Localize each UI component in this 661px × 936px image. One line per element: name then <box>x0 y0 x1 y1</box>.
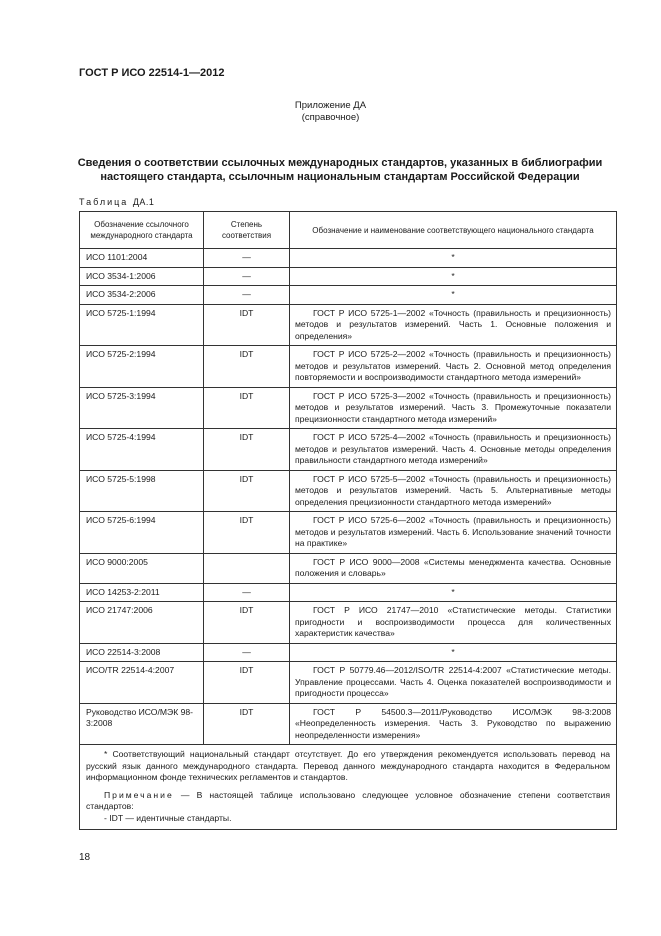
appendix-title: Приложение ДА <box>294 100 367 111</box>
international-standard-cell: ИСО 5725-2:1994 <box>80 346 204 388</box>
national-standard-cell: * <box>290 643 617 662</box>
table-row <box>80 346 617 388</box>
degree-cell: IDT <box>204 429 290 471</box>
national-standard-text: ГОСТ Р ИСО 21747—2010 «Статистические методы. Статистики пригодности и воспроизводимости процесса для количественных характеристик качества» <box>295 605 611 638</box>
national-standard-text: ГОСТ Р ИСО 5725-3—2002 «Точность (правильность и прецизионность) методов и результатов измерений. Часть 3. Промежуточные показатели прецизионности стандартного метода измерений» <box>295 390 611 424</box>
header-international-standard: Обозначение ссылочного международного стандарта <box>80 212 204 249</box>
international-standard-cell: ИСО 21747:2006 <box>80 602 204 644</box>
international-standard-cell: ИСО 1101:2004 <box>80 249 204 268</box>
header-degree: Степень соответствия <box>204 212 290 249</box>
note-item: - IDT — идентичные стандарты. <box>104 812 232 823</box>
international-standard-cell: ИСО 3534-2:2006 <box>80 286 204 305</box>
degree-cell: — <box>204 583 290 602</box>
international-standard-cell: ИСО 5725-1:1994 <box>80 304 204 346</box>
table-label-number: ДА.1 <box>132 197 155 207</box>
international-standard-cell: ИСО 5725-5:1998 <box>80 470 204 512</box>
national-standard-cell <box>290 470 617 512</box>
note-heading: Примечание <box>104 789 174 800</box>
degree-cell: IDT <box>204 703 290 745</box>
national-standard-text: ГОСТ Р 50779.46—2012/ISO/TR 22514-4:2007 «Статистические методы. Управление процессами. Часть 4. Оценка показателей воспроизводимости и пригодности процесса» <box>295 665 611 698</box>
document-header: ГОСТ Р ИСО 22514-1—2012 <box>79 67 225 79</box>
national-standard-cell <box>290 304 617 346</box>
national-standard-text: ГОСТ Р ИСО 5725-1—2002 «Точность (правильность и прецизионность) методов и результатов измерений. Часть 1. Основные положения и определения» <box>295 307 611 341</box>
international-standard-cell: ИСО 5725-6:1994 <box>80 512 204 554</box>
international-standard-cell: ИСО/TR 22514-4:2007 <box>80 662 204 704</box>
table-row <box>80 429 617 471</box>
table-label <box>79 197 154 207</box>
degree-cell: — <box>204 286 290 305</box>
table-footnote <box>80 745 617 830</box>
table-row <box>80 470 617 512</box>
national-standard-text: ГОСТ Р ИСО 5725-6—2002 «Точность (правильность и прецизионность) методов и результатов измерений. Часть 6. Использование значений точности на практике» <box>295 515 611 548</box>
national-standard-cell <box>290 703 617 745</box>
table-row <box>80 286 617 305</box>
note-text: — В настоящей таблице использовано следующее условное обозначение степени соответствия стандартов: <box>86 789 611 811</box>
table-row <box>80 703 617 745</box>
appendix-subtitle: (справочное) <box>301 112 360 123</box>
table-footnote-row <box>80 745 617 830</box>
table-label-word: Таблица <box>79 197 129 207</box>
degree-cell: IDT <box>204 470 290 512</box>
table-row <box>80 267 617 286</box>
table-header-row <box>80 212 617 249</box>
national-standard-cell: * <box>290 583 617 602</box>
national-standard-cell <box>290 387 617 429</box>
national-standard-cell: * <box>290 249 617 268</box>
international-standard-cell: Руководство ИСО/МЭК 98-3:2008 <box>80 703 204 745</box>
table-row <box>80 387 617 429</box>
international-standard-cell: ИСО 5725-3:1994 <box>80 387 204 429</box>
national-standard-cell <box>290 512 617 554</box>
table-row <box>80 304 617 346</box>
degree-cell: IDT <box>204 304 290 346</box>
table-row <box>80 662 617 704</box>
national-standard-text: ГОСТ Р ИСО 5725-5—2002 «Точность (правильность и прецизионность) методов и результатов измерений. Часть 5. Альтернативные методы определения прецизионности стандартного метода измерений» <box>295 473 611 507</box>
header-national-standard: Обозначение и наименование соответствующего национального стандарта <box>290 212 617 249</box>
table-row <box>80 249 617 268</box>
national-standard-cell: * <box>290 267 617 286</box>
international-standard-cell: ИСО 5725-4:1994 <box>80 429 204 471</box>
degree-cell: IDT <box>204 662 290 704</box>
degree-cell: — <box>204 643 290 662</box>
appendix-heading <box>0 100 661 124</box>
national-standard-cell <box>290 429 617 471</box>
degree-cell <box>204 553 290 583</box>
national-standard-cell <box>290 346 617 388</box>
international-standard-cell: ИСО 9000:2005 <box>80 553 204 583</box>
section-title: Сведения о соответствии ссылочных международных стандартов, указанных в библиографии настоящего стандарта, ссылочным национальным стандартам Российской Федерации <box>77 157 603 183</box>
national-standard-text: ГОСТ Р ИСО 9000—2008 «Системы менеджмента качества. Основные положения и словарь» <box>295 556 611 578</box>
national-standard-cell: * <box>290 286 617 305</box>
national-standard-cell <box>290 553 617 583</box>
table-row <box>80 583 617 602</box>
degree-cell: IDT <box>204 387 290 429</box>
national-standard-cell <box>290 602 617 644</box>
degree-cell: IDT <box>204 602 290 644</box>
page-number: 18 <box>79 852 91 863</box>
degree-cell: — <box>204 249 290 268</box>
table-row <box>80 512 617 554</box>
international-standard-cell: ИСО 14253-2:2011 <box>80 583 204 602</box>
degree-cell: IDT <box>204 346 290 388</box>
degree-cell: IDT <box>204 512 290 554</box>
correspondence-table <box>79 211 617 830</box>
asterisk-footnote: * Соответствующий национальный стандарт отсутствует. До его утверждения рекомендуется использовать перевод на русский язык данного международного стандарта. Перевод данного международного стандарта находится в Федеральном информационном фонде технических регламентов и стандартов. <box>86 749 610 782</box>
degree-cell: — <box>204 267 290 286</box>
national-standard-cell <box>290 662 617 704</box>
national-standard-text: ГОСТ Р 54500.3—2011/Руководство ИСО/МЭК 98-3:2008 «Неопределенность измерения. Часть 3. Руководство по выражению неопределенности измерения» <box>295 706 611 740</box>
national-standard-text: ГОСТ Р ИСО 5725-4—2002 «Точность (правильность и прецизионность) методов и результатов измерений. Часть 4. Основные методы определения правильности стандартного метода измерений» <box>295 432 611 465</box>
table-row <box>80 643 617 662</box>
national-standard-text: ГОСТ Р ИСО 5725-2—2002 «Точность (правильность и прецизионность) методов и результатов измерений. Часть 2. Основной метод определения повторяемости и воспроизводимости стандартного метода измерений» <box>295 349 611 382</box>
international-standard-cell: ИСО 22514-3:2008 <box>80 643 204 662</box>
table-row <box>80 602 617 644</box>
international-standard-cell: ИСО 3534-1:2006 <box>80 267 204 286</box>
table-row <box>80 553 617 583</box>
